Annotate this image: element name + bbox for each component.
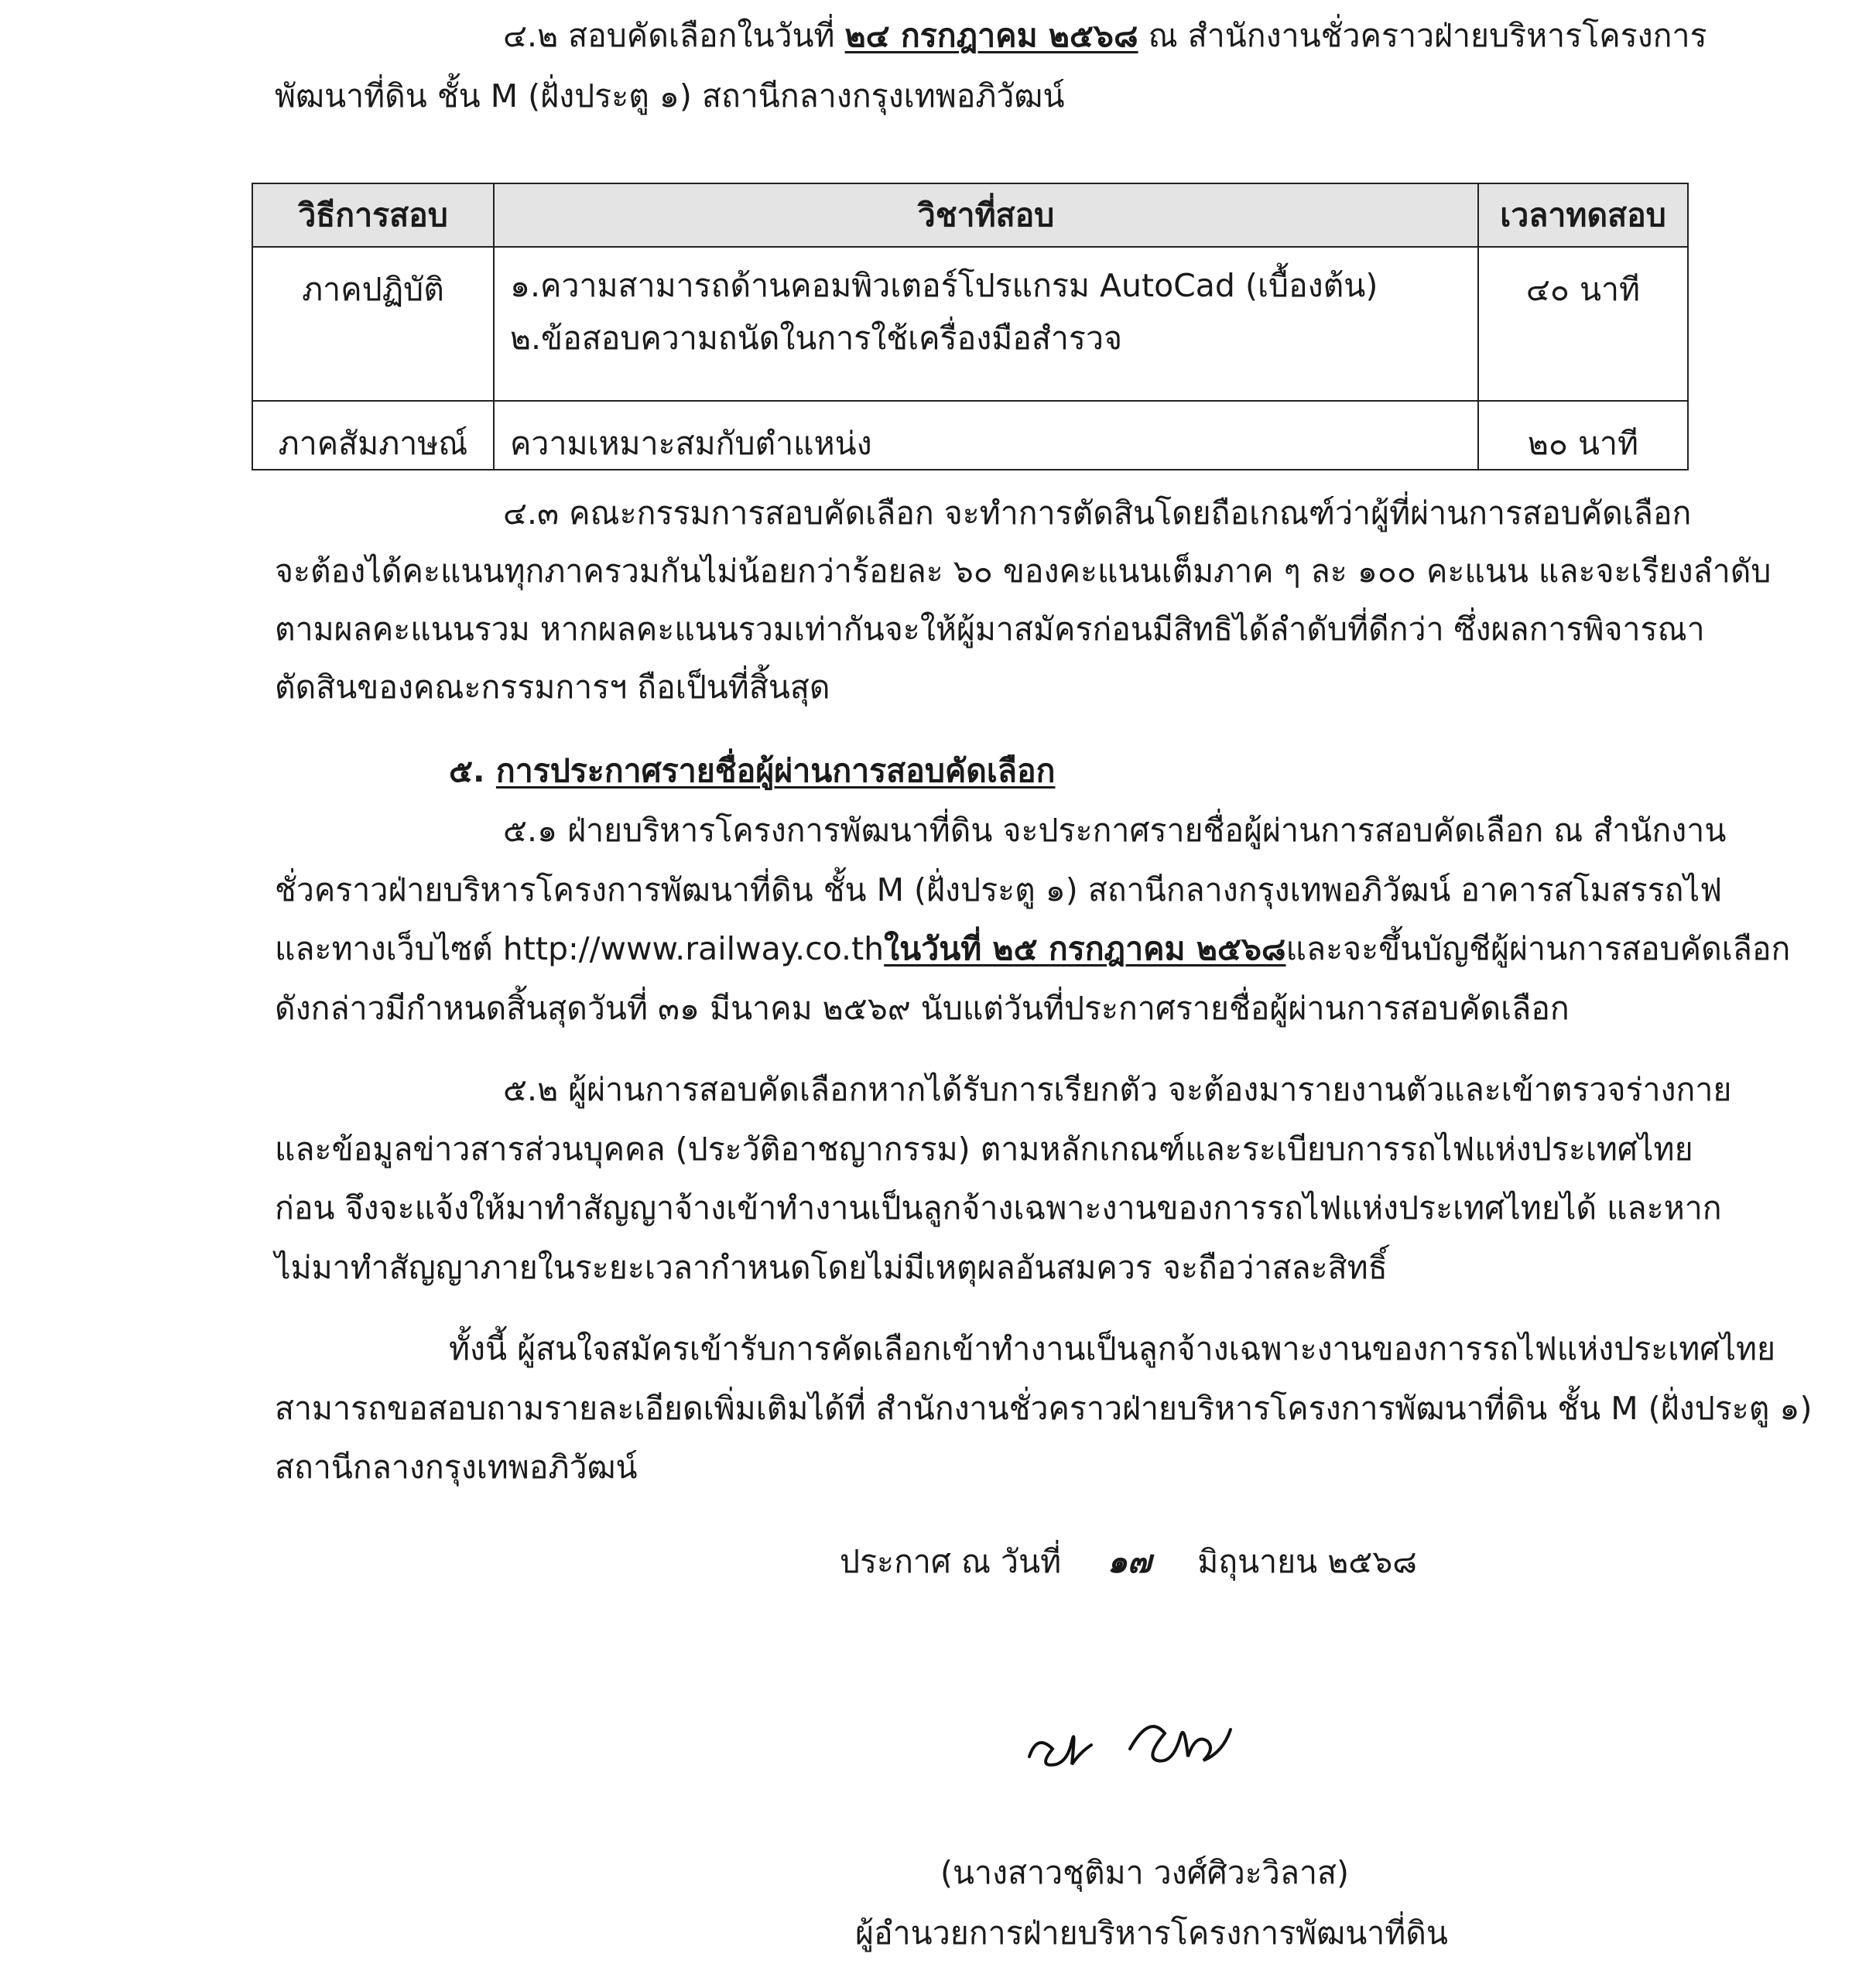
header-time: เวลาทดสอบ bbox=[1478, 183, 1688, 247]
para-5-2-line: ๕.๒ ผู้ผ่านการสอบคัดเลือกหากได้รับการเรียกตัว จะต้องมารายงานตัวและเข้าตรวจร่างกาย bbox=[503, 1071, 1732, 1108]
section-title: การประกาศรายชื่อผู้ผ่านการสอบคัดเลือก bbox=[495, 752, 1056, 789]
announcement-date-line bbox=[840, 1540, 1417, 1583]
cell-method: ภาคปฏิบัติ bbox=[252, 247, 494, 401]
exam-schedule-table bbox=[252, 183, 1689, 470]
para-4-3-line: ตัดสินของคณะกรรมการฯ ถือเป็นที่สิ้นสุด bbox=[275, 669, 830, 706]
para-4-2-text: ๔.๒ สอบคัดเลือกในวันที่ bbox=[503, 17, 845, 54]
announce-date: ในวันที่ ๒๕ กรกฎาคม ๒๕๖๘ bbox=[884, 930, 1286, 967]
cell-subjects: ความเหมาะสมกับตำแหน่ง bbox=[494, 401, 1478, 470]
para-4-3-line: ตามผลคะแนนรวม หากผลคะแนนรวมเท่ากันจะให้ผู้มาสมัครก่อนมีสิทธิได้ลำดับที่ดีกว่า ซึ่งผลการพิจารณา bbox=[275, 611, 1705, 648]
para-4-3-line: ๔.๓ คณะกรรมการสอบคัดเลือก จะทำการตัดสินโดยถือเกณฑ์ว่าผู้ที่ผ่านการสอบคัดเลือก bbox=[503, 494, 1692, 532]
cell-time: ๒๐ นาที bbox=[1478, 401, 1688, 470]
subject-item: ๒.ข้อสอบความถนัดในการใช้เครื่องมือสำรวจ bbox=[510, 320, 1122, 357]
list-text: และจะขึ้นบัญชีผู้ผ่านการสอบคัดเลือก bbox=[1285, 930, 1791, 967]
para-5-1-line bbox=[275, 927, 1791, 970]
subject-item: ๑.ความสามารถด้านคอมพิวเตอร์โปรแกรม AutoCad (เบื้องต้น) bbox=[510, 267, 1378, 304]
announce-label: ประกาศ ณ วันที่ bbox=[840, 1543, 1062, 1580]
cell-time: ๔๐ นาที bbox=[1478, 247, 1688, 401]
handwritten-signature bbox=[1014, 1702, 1269, 1788]
section-5-heading bbox=[449, 749, 1056, 792]
para-5-2-line: และข้อมูลข่าวสารส่วนบุคคล (ประวัติอาชญากรรม) ตามหลักเกณฑ์และระเบียบการรถไฟแห่งประเทศไทย bbox=[275, 1131, 1693, 1168]
header-subject: วิชาที่สอบ bbox=[494, 183, 1478, 247]
closing-line: ทั้งนี้ ผู้สนใจสมัครเข้ารับการคัดเลือกเข้าทำงานเป็นลูกจ้างเฉพาะงานของการรถไฟแห่งประเทศไทย bbox=[449, 1330, 1775, 1367]
cell-method: ภาคสัมภาษณ์ bbox=[252, 401, 494, 470]
exam-date: ๒๔ กรกฎาคม ๒๕๖๘ bbox=[844, 17, 1138, 54]
signer-name: (นางสาวชุติมา วงศ์ศิวะวิลาส) bbox=[940, 1854, 1349, 1891]
announce-day: ๑๗ bbox=[1107, 1543, 1152, 1580]
para-4-2-line-2: พัฒนาที่ดิน ชั้น M (ฝั่งประตู ๑) สถานีกลางกรุงเทพอภิวัฒน์ bbox=[275, 77, 1065, 115]
para-5-2-line: ก่อน จึงจะแจ้งให้มาทำสัญญาจ้างเข้าทำงานเป็นลูกจ้างเฉพาะงานของการรถไฟแห่งประเทศไทยได้ และหาก bbox=[275, 1189, 1722, 1227]
signer-title: ผู้อำนวยการฝ่ายบริหารโครงการพัฒนาที่ดิน bbox=[855, 1914, 1448, 1952]
header-method: วิธีการสอบ bbox=[252, 183, 494, 247]
para-4-2-line-1 bbox=[503, 14, 1707, 57]
cell-subjects bbox=[494, 247, 1478, 401]
table-row bbox=[252, 401, 1688, 470]
announce-month-year: มิถุนายน ๒๕๖๘ bbox=[1197, 1543, 1417, 1580]
para-5-2-line: ไม่มาทำสัญญาภายในระยะเวลากำหนดโดยไม่มีเหตุผลอันสมควร จะถือว่าสละสิทธิ์ bbox=[275, 1249, 1388, 1286]
section-number: ๕. bbox=[449, 752, 485, 789]
para-4-2-location: ณ สำนักงานชั่วคราวฝ่ายบริหารโครงการ bbox=[1138, 17, 1707, 54]
website-text: และทางเว็บไซต์ http://www.railway.co.th bbox=[275, 930, 885, 967]
para-4-3-line: จะต้องได้คะแนนทุกภาครวมกันไม่น้อยกว่าร้อยละ ๖๐ ของคะแนนเต็มภาค ๆ ละ ๑๐๐ คะแนน และจะเรียงลำดับ bbox=[275, 553, 1772, 590]
para-5-1-line: ชั่วคราวฝ่ายบริหารโครงการพัฒนาที่ดิน ชั้น M (ฝั่งประตู ๑) สถานีกลางกรุงเทพอภิวัฒน์ อาคารสโมสรรถไฟ bbox=[275, 871, 1723, 908]
table-header-row bbox=[252, 183, 1688, 247]
table-row bbox=[252, 247, 1688, 401]
para-5-1-line: ๕.๑ ฝ่ายบริหารโครงการพัฒนาที่ดิน จะประกาศรายชื่อผู้ผ่านการสอบคัดเลือก ณ สำนักงาน bbox=[503, 812, 1727, 849]
closing-line: สามารถขอสอบถามรายละเอียดเพิ่มเติมได้ที่ สำนักงานชั่วคราวฝ่ายบริหารโครงการพัฒนาที่ดิน ชั้น M (ฝั่งประตู ๑) bbox=[275, 1390, 1813, 1427]
para-5-1-line: ดังกล่าวมีกำหนดสิ้นสุดวันที่ ๓๑ มีนาคม ๒๕๖๙ นับแต่วันที่ประกาศรายชื่อผู้ผ่านการสอบคัดเลือก bbox=[275, 990, 1570, 1027]
closing-line: สถานีกลางกรุงเทพอภิวัฒน์ bbox=[275, 1449, 638, 1486]
